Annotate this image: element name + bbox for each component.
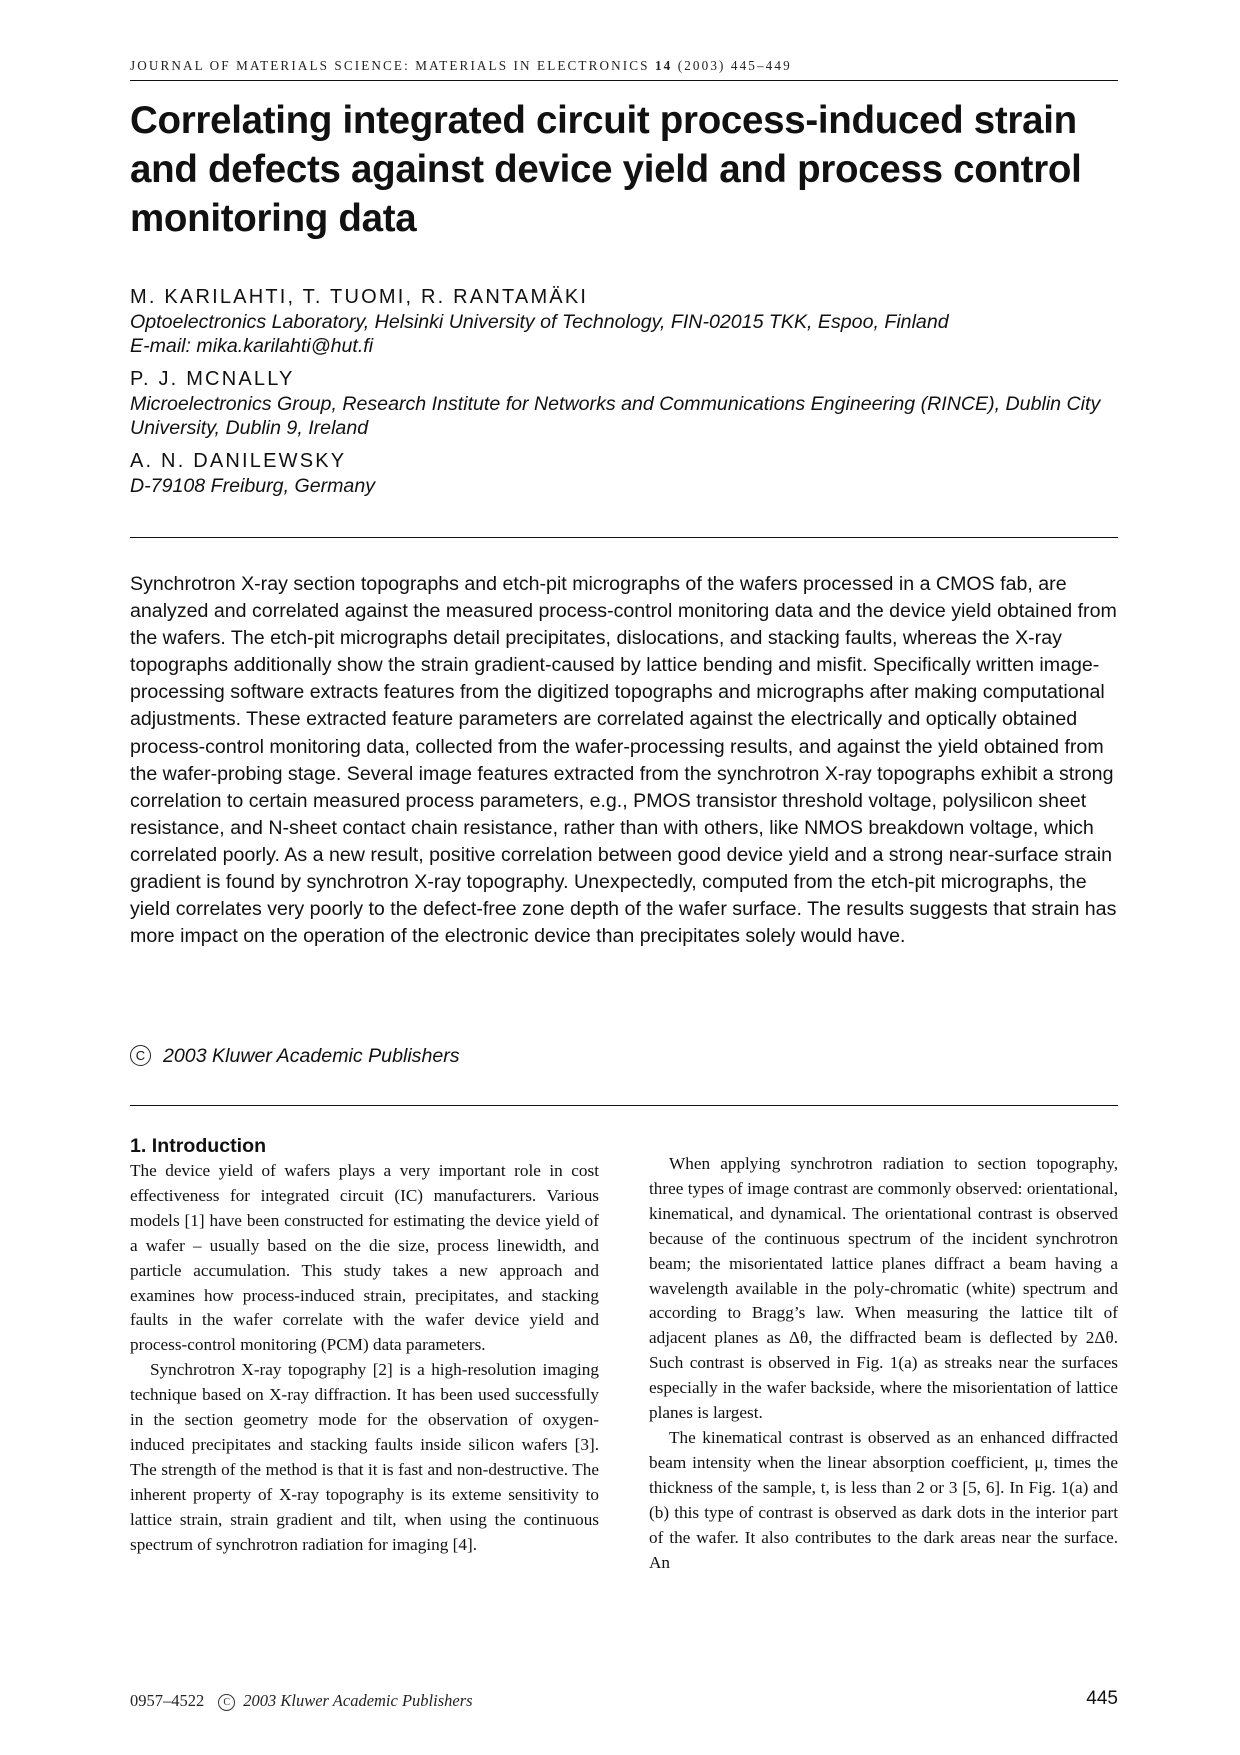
abstract-text: Synchrotron X-ray section topographs and etch-pit micrographs of the wafers processed in a CMOS fab, are analyzed and correlated against the measured process-control monitoring data and the device yield obtained from the wafers. The etch-pit micrographs detail precipitates, dislocations, and stacking faults, whereas the X-ray topographs additionally show the strain gradient-caused by lattice bending and misfit. Specifically written image-processing software extracts features from the digitized topographs and micrographs after making computational adjustments. These extracted feature parameters are correlated against the electrically and optically obtained process-control monitoring data, collected from the wafer-processing results, and against the yield obtained from the wafer-probing stage. Several image features extracted from the synchrotron X-ray topographs exhibit a strong correlation to certain measured process parameters, e.g., PMOS transistor threshold voltage, polysilicon sheet resistance, and N-sheet contact chain resistance, rather than with others, like NMOS breakdown voltage, which correlated poorly. As a new result, positive correlation between good device yield and a strong near-surface strain gradient is found by synchrotron X-ray topography. Unexpectedly, computed from the etch-pit micrographs, the yield correlates very poorly to the defect-free zone depth of the wafer surface. The results suggests that strain has more impact on the operation of the electronic device than precipitates solely would have.: [130, 573, 1117, 948]
copyright-symbol-icon: C: [218, 1694, 235, 1711]
page-number: 445: [1086, 1688, 1118, 1709]
running-head: [130, 58, 1118, 74]
abstract-copyright: [130, 1045, 460, 1068]
author-block: [130, 367, 1118, 440]
author-names: M. KARILAHTI, T. TUOMI, R. RANTAMÄKI: [130, 286, 589, 308]
right-column: [649, 1152, 1118, 1575]
body-paragraph: The device yield of wafers plays a very important role in cost effectiveness for integrated circuit (IC) manufacturers. Various models [1] have been constructed for estimating the device yield of a wafer – usually based on the die size, process linewidth, and particle accumulation. This study takes a new approach and examines how process-induced strain, precipitates, and stacking faults in the wafer correlate with the wafer device yield and process-control monitoring (PCM) data parameters.: [130, 1161, 599, 1355]
journal-volume: 14: [654, 58, 673, 73]
author-names: P. J. MCNALLY: [130, 368, 295, 390]
body-paragraph: Synchrotron X-ray topography [2] is a high-resolution imaging technique based on X-ray diffraction. It has been used successfully in the section geometry mode for the observation of oxygen-induced precipitates and stacking faults inside silicon wafers [3]. The strength of the method is that it is fast and non-destructive. The inherent property of X-ray topography is its exteme sensitivity to lattice strain, strain gradient and tilt, when using the continuous spectrum of synchrotron radiation for imaging [4].: [130, 1360, 599, 1554]
section-heading: 1. Introduction: [130, 1135, 267, 1157]
footer-issn: 0957–4522: [130, 1691, 205, 1710]
header-rule: [130, 80, 1118, 81]
paper-title: Correlating integrated circuit process-induced strain and defects against device yield and process control monitoring data: [130, 99, 1082, 240]
author-list: [130, 285, 1118, 507]
author-email[interactable]: E-mail: mika.karilahti@hut.fi: [130, 335, 374, 357]
body-paragraph: When applying synchrotron radiation to section topography, three types of image contrast are commonly observed: orientational, kinematical, and dynamical. The orientational contrast is observed because of the continuous spectrum of the incident synchrotron beam; the misorientated lattice planes diffract a beam having a wavelength available in the poly-chromatic (white) spectrum and according to Bragg’s law. When measuring the lattice tilt of adjacent planes as Δθ, the diffracted beam is deflected by 2Δθ. Such contrast is observed in Fig. 1(a) as streaks near the surfaces especially in the wafer backside, where the misorientation of lattice planes is largest.: [649, 1154, 1118, 1423]
footer: [130, 1691, 473, 1711]
copyright-symbol-icon: C: [130, 1045, 151, 1066]
copyright-text: 2003 Kluwer Academic Publishers: [163, 1045, 460, 1067]
author-affiliation: D-79108 Freiburg, Germany: [130, 475, 376, 497]
author-affiliation: Optoelectronics Laboratory, Helsinki University of Technology, FIN-02015 TKK, Espoo, Finland: [130, 311, 949, 333]
journal-year-pages: (2003) 445–449: [677, 58, 792, 73]
author-affiliation: Microelectronics Group, Research Institute for Networks and Communications Engineering (RINCE), Dublin City University, Dublin 9, Ireland: [130, 393, 1101, 439]
footer-publisher: 2003 Kluwer Academic Publishers: [243, 1691, 473, 1710]
author-block: [130, 449, 1118, 498]
abstract-top-rule: [130, 537, 1118, 538]
author-block: [130, 285, 1118, 358]
author-names: A. N. DANILEWSKY: [130, 450, 347, 472]
abstract-bottom-rule: [130, 1105, 1118, 1106]
journal-name: JOURNAL OF MATERIALS SCIENCE: MATERIALS IN ELECTRONICS: [130, 58, 650, 73]
body-paragraph: The kinematical contrast is observed as an enhanced diffracted beam intensity when the linear absorption coefficient, μ, times the thickness of the sample, t, is less than 2 or 3 [5, 6]. In Fig. 1(a) and (b) this type of contrast is observed as dark dots in the interior part of the wafer. It also contributes to the dark areas near the surface. An: [649, 1427, 1118, 1572]
left-column: [130, 1134, 599, 1558]
